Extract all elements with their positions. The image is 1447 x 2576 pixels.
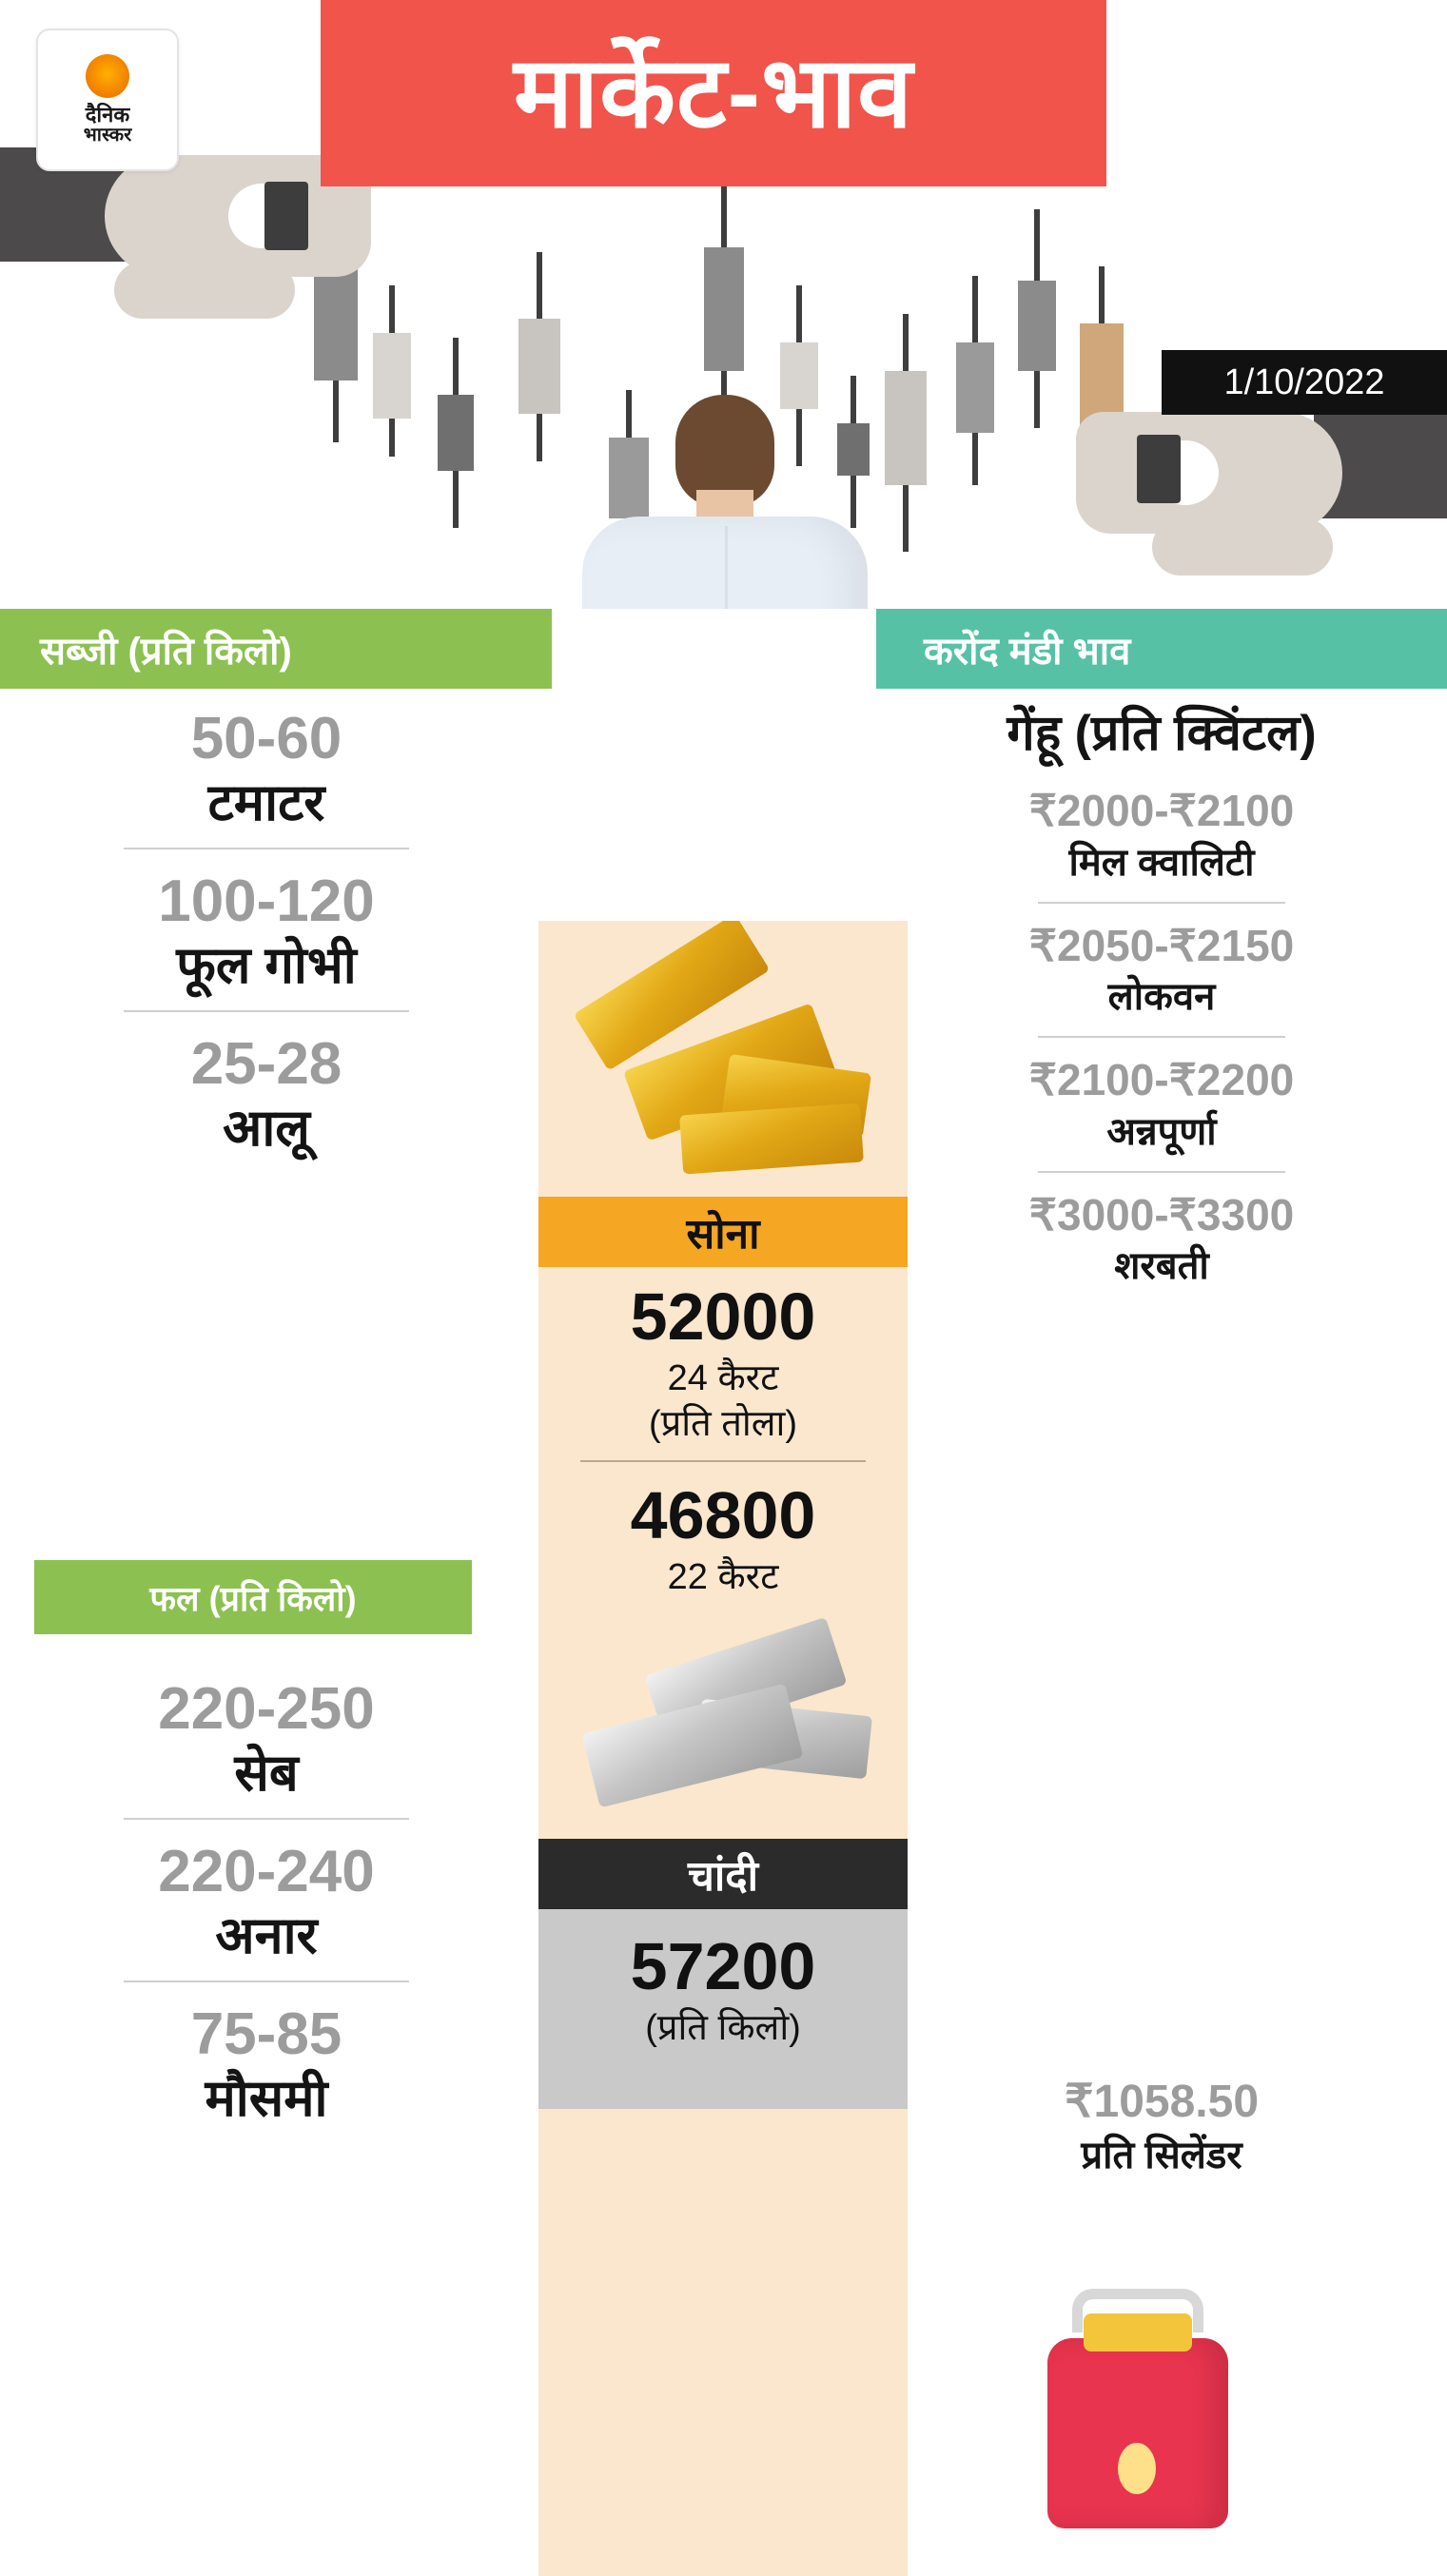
list-item: [876, 1053, 1447, 1156]
list-item: [876, 1188, 1447, 1291]
gold-bars-icon: [538, 921, 908, 1197]
page-title: [321, 0, 1106, 186]
item-price: 75-85: [190, 2000, 342, 2067]
gold-24k-label: 24 कैरट: [667, 1358, 779, 1398]
candlestick: [956, 276, 994, 485]
left-column-fruits: [0, 1674, 533, 2139]
divider: [124, 1981, 409, 1982]
item-name: सेब: [234, 1745, 299, 1803]
divider: [124, 1818, 409, 1820]
list-item: [0, 704, 533, 834]
item-name: मौसमी: [205, 2069, 328, 2127]
item-name: शरबती: [1114, 1245, 1209, 1288]
list-item: [0, 1837, 533, 1967]
list-item: [0, 2000, 533, 2130]
brand-name-line2: भास्कर: [83, 125, 132, 146]
item-name: अन्नपूर्णा: [1106, 1110, 1217, 1153]
mandi-subheading: गेंहू (प्रति क्विंटल): [1007, 706, 1317, 761]
item-name: अनार: [215, 1907, 318, 1965]
silver-price: 57200: [630, 1928, 816, 2003]
divider: [124, 1010, 409, 1012]
left-column: [0, 704, 533, 1169]
item-name: फूल गोभी: [176, 937, 357, 995]
item-price: ₹3000-₹3300: [1028, 1189, 1295, 1239]
gas-unit: प्रति सिलेंडर: [1081, 2135, 1242, 2176]
item-name: आलू: [223, 1099, 310, 1157]
divider: [1038, 1171, 1285, 1173]
list-item: [0, 1674, 533, 1805]
sun-icon: [86, 54, 129, 98]
item-price: ₹2100-₹2200: [1028, 1055, 1295, 1105]
item-price: ₹2000-₹2100: [1028, 786, 1295, 836]
candlestick: [438, 338, 474, 528]
date-badge: 1/10/2022: [1162, 350, 1447, 415]
brand-name-line1: दैनिक: [85, 102, 130, 127]
right-column-mandi: [876, 704, 1447, 1296]
divider: [1038, 1036, 1285, 1038]
divider: [124, 848, 409, 849]
gas-price-block: [876, 2074, 1447, 2180]
gold-band-label: सोना: [538, 1197, 908, 1267]
item-name: मिल क्वालिटी: [1068, 841, 1255, 884]
item-price: 50-60: [190, 706, 342, 771]
section-header-fruits: फल (प्रति किलो): [34, 1560, 472, 1634]
businessman-illustration: [533, 395, 913, 609]
item-price: 25-28: [190, 1030, 342, 1097]
silver-band-label: चांदी: [538, 1839, 908, 1909]
silver-bars-icon: [538, 1601, 908, 1839]
gas-price: ₹1058.50: [1064, 2077, 1260, 2127]
metals-column: [538, 921, 908, 2576]
gas-cylinder-icon: [1047, 2283, 1228, 2530]
item-price: 220-240: [158, 1838, 375, 1904]
section-header-vegetables: सब्जी (प्रति किलो): [0, 609, 552, 689]
silver-unit: (प्रति किलो): [645, 2007, 801, 2048]
divider: [1038, 902, 1285, 904]
hero-illustration: [0, 0, 1447, 609]
list-item: [0, 867, 533, 997]
item-name: लोकवन: [1107, 976, 1216, 1019]
list-item: [876, 919, 1447, 1022]
brand-logo[interactable]: [36, 29, 179, 171]
section-header-mandi: करोंद मंडी भाव: [876, 609, 1447, 689]
page-title-text: मार्केट-भाव: [514, 38, 913, 148]
gold-22k-label: 22 कैरट: [667, 1557, 779, 1597]
list-item: [0, 1029, 533, 1160]
gold-24k-unit: (प्रति तोला): [648, 1403, 798, 1444]
divider: [580, 1460, 866, 1462]
gold-24k-price: 52000: [630, 1279, 816, 1354]
gold-22k-price: 46800: [630, 1478, 816, 1552]
silver-price-panel: [538, 1909, 908, 2109]
list-item: [876, 784, 1447, 887]
item-price: 220-250: [158, 1676, 375, 1742]
item-name: टमाटर: [207, 774, 325, 832]
item-price: 100-120: [158, 868, 375, 934]
item-price: ₹2050-₹2150: [1028, 920, 1295, 970]
